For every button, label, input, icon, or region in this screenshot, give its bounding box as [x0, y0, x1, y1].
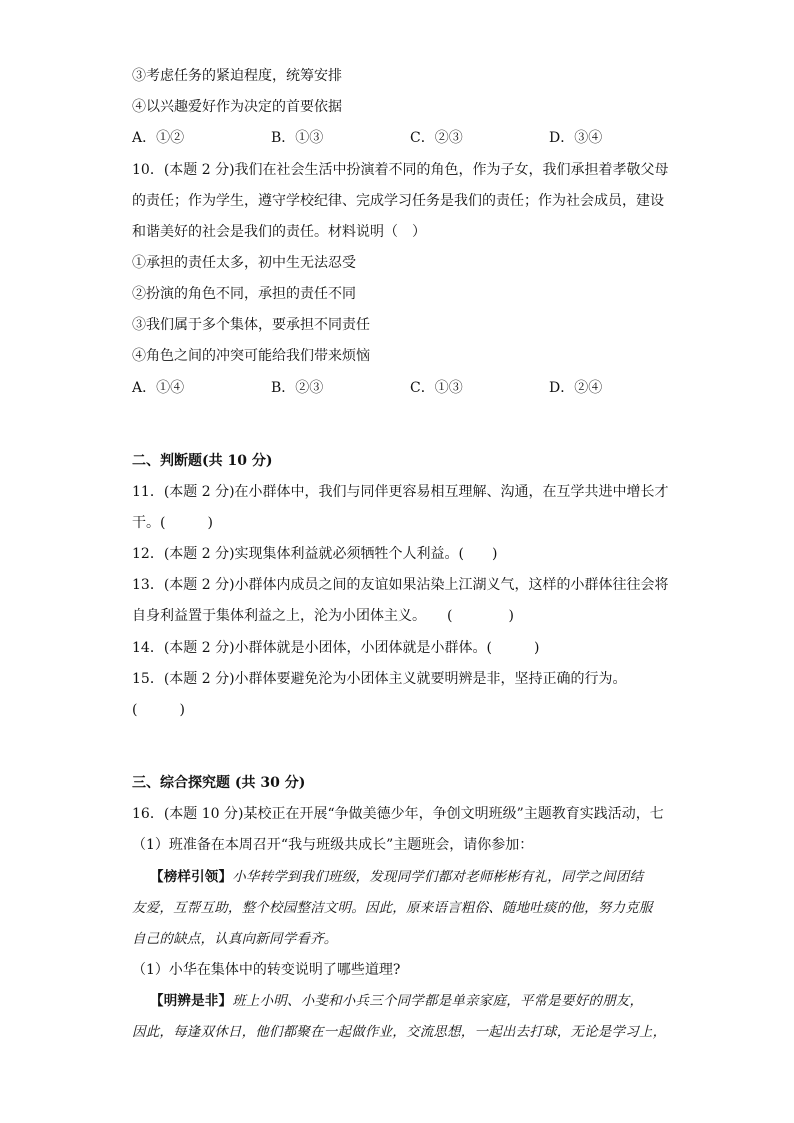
q16-line-2: （1）班准备在本周召开“我与班级共成长”主题班会，请你参加：	[132, 837, 534, 853]
material-1-text-1: 小华转学到我们班级，发现同学们都对老师彬彬有礼，同学之间团结	[232, 869, 644, 885]
q10-option-b: B．②③	[271, 380, 324, 396]
q10-item-1: ①承担的责任太多，初中生无法忍受	[132, 255, 356, 271]
q15-line-1: 15．(本题 2 分)小群体要避免沦为小团体主义就要明辨是非，坚持正确的行为。	[132, 671, 627, 687]
q9-option-c: C．②③	[410, 130, 463, 146]
q9-item-3: ③考虑任务的紧迫程度，统筹安排	[132, 68, 342, 84]
q16-line-1: 16．(本题 10 分)某校正在开展“争做美德少年，争创文明班级”主题教育实践活动，七	[132, 806, 664, 822]
q9-option-a: A．①②	[132, 130, 185, 146]
q13-line-2: 自身利益置于集体利益之上，沦为小团体主义。 ( )	[132, 608, 514, 624]
material-2-text-1: 班上小明、小斐和小兵三个同学都是单亲家庭，平常是要好的朋友，	[232, 993, 644, 1009]
q11-line-1: 11．(本题 2 分)在小群体中，我们与同伴更容易相互理解、沟通，在互学共进中增长才	[132, 484, 669, 500]
section-3-title: 三、综合探究题 (共 30 分)	[132, 775, 306, 791]
q11-line-2: 干。( )	[132, 515, 213, 531]
q10-option-d: D．②④	[549, 380, 603, 396]
material-1-line-2: 友爱，互帮互助，整个校园整洁文明。因此，原来语言粗俗、随地吐痰的他，努力克服	[132, 900, 653, 916]
q13-line-1: 13．(本题 2 分)小群体内成员之间的友谊如果沾染上江湖义气，这样的小群体往往会将	[132, 577, 669, 593]
material-2-line-2: 因此，每逢双休日，他们都聚在一起做作业，交流思想，一起出去打球，无论是学习上，	[132, 1024, 667, 1040]
material-1-tag: 【榜样引领】	[150, 869, 233, 885]
q9-item-4: ④以兴趣爱好作为决定的首要依据	[132, 99, 342, 115]
q12: 12．(本题 2 分)实现集体利益就必须牺牲个人利益。( )	[132, 546, 498, 562]
material-1-line-1	[150, 867, 643, 887]
material-1-line-3: 自己的缺点，认真向新同学看齐。	[132, 931, 338, 947]
material-2-tag: 【明辨是非】	[150, 993, 233, 1009]
q9-option-d: D．③④	[549, 130, 603, 146]
material-2-line-1	[150, 991, 643, 1011]
q10-item-4: ④角色之间的冲突可能给我们带来烦恼	[132, 348, 370, 364]
q10-line-3: 和谐美好的社会是我们的责任。材料说明（ ）	[132, 224, 426, 240]
q10-option-a: A．①④	[132, 380, 185, 396]
q10-item-3: ③我们属于多个集体，要承担不同责任	[132, 317, 370, 333]
q10-item-2: ②扮演的角色不同，承担的责任不同	[132, 286, 356, 302]
sub-question-1: （1）小华在集体中的转变说明了哪些道理?	[132, 962, 401, 978]
q10-option-c: C．①③	[410, 380, 463, 396]
q9-option-b: B．①③	[271, 130, 324, 146]
q14: 14．(本题 2 分)小群体就是小团体，小团体就是小群体。( )	[132, 640, 540, 656]
q10-line-1: 10．(本题 2 分)我们在社会生活中扮演着不同的角色，作为子女，我们承担着孝敬父母	[132, 162, 669, 178]
q10-line-2: 的责任；作为学生，遵守学校纪律、完成学习任务是我们的责任；作为社会成员，建设	[132, 193, 664, 209]
section-2-title: 二、判断题(共 10 分)	[132, 453, 273, 469]
q15-line-2: ( )	[132, 702, 185, 718]
